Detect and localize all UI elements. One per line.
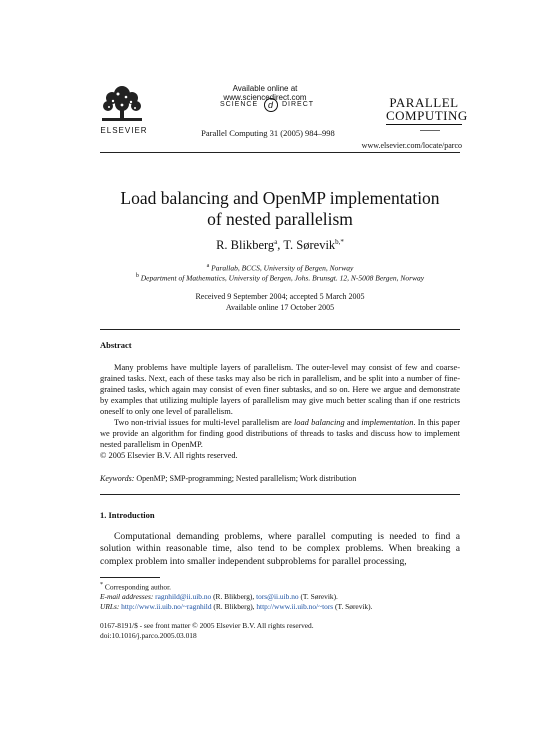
article-title — [90, 188, 470, 230]
email-note — [100, 592, 460, 602]
abstract-p2-a: Two non-trivial issues for multi-level parallelism are — [114, 418, 294, 427]
abstract-copyright: © 2005 Elsevier B.V. All rights reserved. — [100, 451, 238, 460]
sciencedirect-logo — [220, 98, 330, 112]
affiliation-a-mark: a — [206, 263, 210, 269]
author-1: R. Blikberg — [216, 238, 275, 253]
introduction-body — [100, 531, 460, 568]
available-online-text: Available online at www.sciencedirect.com — [223, 84, 307, 102]
abstract-paragraph-2 — [100, 417, 460, 450]
footnote-rule — [100, 577, 160, 578]
journal-reference: Parallel Computing 31 (2005) 984–998 — [201, 128, 335, 138]
url-note — [100, 602, 460, 612]
front-matter-info — [100, 621, 460, 641]
sciencedirect-right: DIRECT — [282, 101, 315, 108]
url-link-2[interactable]: http://www.ii.uib.no/~tors — [256, 602, 334, 612]
footnote-star: * — [100, 582, 104, 588]
journal-logo-line1: PARALLEL — [389, 95, 459, 110]
abstract-p2-em2: implementation — [361, 418, 414, 427]
email-link-2[interactable]: tors@ii.uib.no — [256, 592, 299, 602]
sciencedirect-mark-icon: d — [264, 98, 278, 112]
abstract-body — [100, 362, 460, 461]
affiliation-b-mark: b — [135, 273, 139, 279]
introduction-paragraph: Computational demanding problems, where parallel computing is needed to find a solution within reasonable time, also tend to be complex problems. When breaking a complex problem into smaller independent subproblems for parallel processing, — [100, 531, 460, 567]
publisher-name: ELSEVIER — [100, 126, 148, 135]
footnotes — [100, 580, 460, 612]
abstract-bottom-rule — [100, 494, 460, 495]
email-1-owner: (R. Blikberg), — [211, 592, 257, 602]
journal-logo — [386, 95, 468, 123]
issn-line: 0167-8191/$ - see front matter © 2005 Elsevier B.V. All rights reserved. — [100, 621, 314, 630]
email-link-1[interactable]: ragnhild@ii.uib.no — [155, 592, 212, 602]
article-dates — [100, 292, 460, 313]
abstract-p2-c: . In this paper we provide an algorithm for finding good distributions of threads to tasks and discuss how to implement nested parallelism in OpenMP. — [100, 418, 460, 449]
author-separator: , — [277, 238, 284, 253]
keywords-label: Keywords: — [100, 474, 135, 483]
journal-url[interactable]: www.elsevier.com/locate/parco — [361, 141, 462, 150]
section-heading: 1. Introduction — [100, 510, 155, 520]
url-link-1[interactable]: http://www.ii.uib.no/~ragnhild — [121, 602, 212, 612]
corresponding-text: Corresponding author. — [103, 582, 172, 592]
keywords-text: OpenMP; SMP-programming; Nested parallelism; Work distribution — [134, 474, 357, 483]
author-list — [100, 238, 460, 253]
url-1-owner: (R. Blikberg), — [211, 602, 257, 612]
email-2-owner: (T. Sørevik). — [298, 592, 338, 602]
abstract-p2-em1: load balancing — [293, 418, 345, 427]
author-2: T. Sørevik — [283, 238, 336, 253]
abstract-p2-b: and — [344, 418, 362, 427]
title-line-1: Load balancing and OpenMP implementation — [120, 188, 440, 208]
doi-line: doi:10.1016/j.parco.2005.03.018 — [100, 631, 197, 640]
affiliation-b — [90, 273, 470, 283]
url-2-owner: (T. Sørevik). — [333, 602, 373, 612]
journal-logo-rule — [386, 124, 462, 125]
header-rule — [100, 152, 460, 153]
received-date: Received 9 September 2004; accepted 5 March 2005 — [195, 292, 365, 301]
corresponding-author-note — [100, 580, 460, 592]
affiliation-a-text: Parallab, BCCS, University of Bergen, Norway — [211, 263, 354, 273]
abstract-top-rule — [100, 329, 460, 330]
url-label: URLs: — [100, 602, 120, 612]
affiliation-b-text: Department of Mathematics, University of Bergen, Johs. Brunsgt. 12, N-5008 Bergen, Norway — [140, 273, 425, 283]
email-label: E-mail addresses: — [100, 592, 154, 602]
abstract-paragraph-1: Many problems have multiple layers of parallelism. The outer-level may consist of few and coarse-grained tasks. Next, each of these tasks may also be rich in parallelism, and be split into a number of fine-grained tasks, which again may consist of even finer subtasks, and so on. Here we argue and demonstrate by examples that utilizing multiple layers of parallelism may give much better scaling than if one restricts oneself to only one level of parallelism. — [100, 363, 460, 416]
author-1-affil: a — [274, 238, 278, 246]
sciencedirect-left: SCIENCE — [220, 101, 259, 108]
abstract-heading: Abstract — [100, 340, 132, 350]
journal-logo-line2: COMPUTING — [386, 108, 468, 123]
elsevier-tree-logo — [98, 84, 146, 124]
author-2-affil: b,* — [335, 238, 344, 246]
journal-logo-dots — [420, 130, 440, 131]
title-line-2: of nested parallelism — [207, 209, 353, 229]
available-date: Available online 17 October 2005 — [225, 302, 335, 312]
affiliation-a — [90, 263, 470, 273]
keywords — [100, 474, 460, 483]
